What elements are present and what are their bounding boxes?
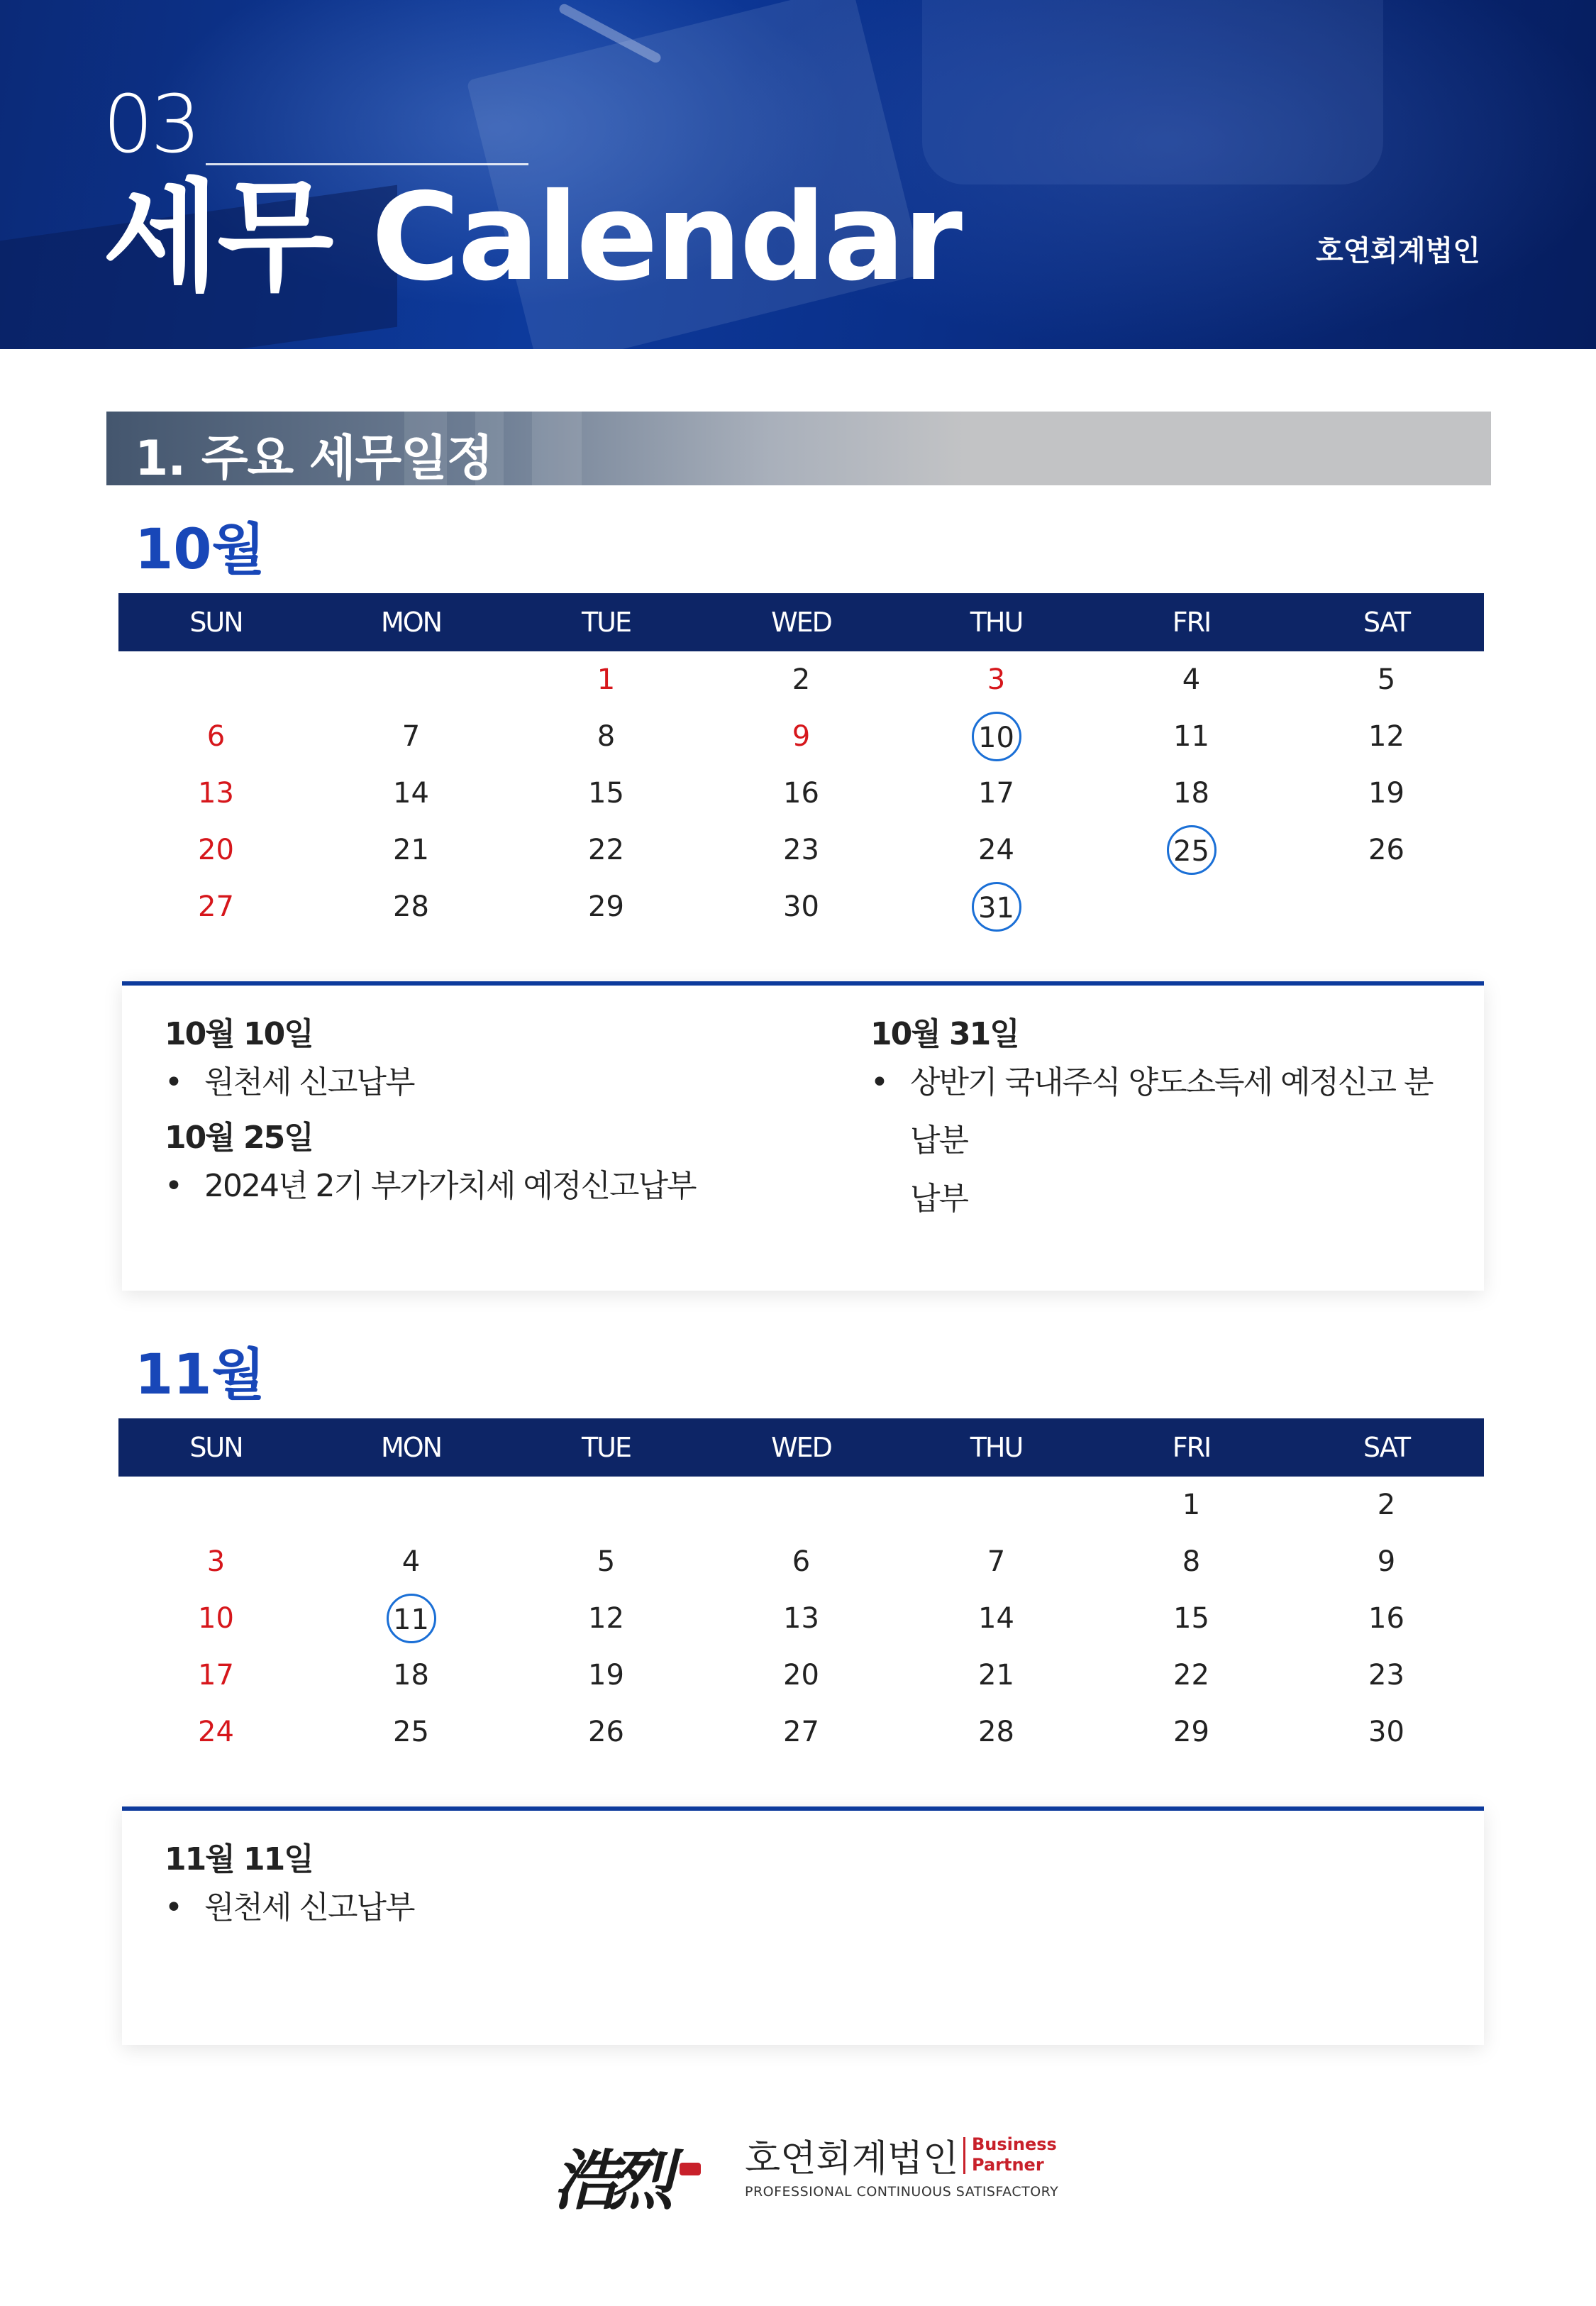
note-date: 10월 31일: [870, 1016, 1019, 1052]
calendar-day: 12: [588, 1602, 624, 1635]
calendar-day: 21: [393, 834, 429, 866]
calligraphy-logo: 浩烈: [553, 2142, 665, 2219]
header-bg-shape: [922, 0, 1383, 184]
calendar-day: 11: [1173, 720, 1209, 753]
calendar-day-marked: [899, 708, 1094, 765]
calendar-day: 17: [978, 777, 1014, 810]
footer-tagline: PROFESSIONAL CONTINUOUS SATISFACTORY: [745, 2184, 1059, 2200]
page-title: 세무 Calendar: [103, 167, 960, 308]
note-date: 10월 25일: [165, 1120, 313, 1156]
calendar-week-october-2: [118, 708, 1484, 765]
calendar-day-holiday: 1: [597, 663, 616, 696]
marked-day-number: 11: [387, 1594, 436, 1643]
calendar-day: 23: [783, 834, 819, 866]
note-item-text: 원천세 신고납부: [204, 1890, 414, 1926]
bullet-icon: •: [165, 1168, 182, 1204]
notes-october-left: [165, 1008, 803, 1215]
calendar-day: 7: [401, 720, 421, 753]
badge-line2: Partner: [972, 2155, 1044, 2175]
weekday-header-november: [118, 1418, 1484, 1477]
calendar-day: 21: [978, 1659, 1014, 1692]
weekday-tue: TUE: [581, 1432, 631, 1463]
calendar-day-marked: [1094, 822, 1289, 878]
seal-stamp-icon: [680, 2163, 701, 2175]
note-item: [165, 1054, 803, 1112]
calendar-day: 18: [393, 1659, 429, 1692]
calendar-day-holiday: 9: [792, 720, 811, 753]
note-date: 10월 10일: [165, 1016, 313, 1052]
business-partner-badge: [972, 2134, 1057, 2175]
calendar-day: 2: [1377, 1489, 1396, 1521]
calendar-day: [314, 651, 509, 708]
calendar-day: 14: [393, 777, 429, 810]
calendar-day: 25: [393, 1716, 429, 1748]
calendar-week-november-1: [118, 1477, 1484, 1533]
calendar-day: [509, 1477, 704, 1533]
weekday-sun: SUN: [189, 607, 243, 638]
weekday-thu: THU: [970, 1432, 1023, 1463]
calendar-day: 29: [588, 890, 624, 923]
calendar-day: 22: [588, 834, 624, 866]
calendar-day: 7: [987, 1545, 1006, 1578]
calendar-day: 3: [206, 1545, 226, 1578]
calendar-day: 23: [1368, 1659, 1404, 1692]
calendar-week-november-5: [118, 1704, 1484, 1760]
weekday-header-october: [118, 593, 1484, 651]
header-firm-name: 호연회계법인: [1316, 235, 1480, 267]
calendar-day: 13: [783, 1602, 819, 1635]
bullet-icon: •: [165, 1890, 182, 1926]
weekday-sat: SAT: [1363, 1432, 1410, 1463]
notes-november: [122, 1806, 1484, 2045]
calendar-week-october-3: [118, 765, 1484, 822]
chapter-divider: [206, 163, 528, 165]
calendar-day: 12: [1368, 720, 1404, 753]
calendar-day: 15: [588, 777, 624, 810]
calendar-day: 29: [1173, 1716, 1209, 1748]
note-item-text: 상반기 국내주식 양도소득세 예정신고 분납분: [910, 1064, 1433, 1159]
badge-line1: Business: [972, 2134, 1057, 2154]
bullet-icon: •: [165, 1064, 182, 1100]
calendar-day: [704, 1477, 899, 1533]
calendar-day: 24: [198, 1716, 234, 1748]
calendar-day: 28: [978, 1716, 1014, 1748]
calendar-day-marked: [899, 878, 1094, 935]
section-bar-decoration: [532, 412, 582, 485]
marked-day-number: 25: [1167, 825, 1217, 875]
note-item: [165, 1879, 803, 1937]
calendar-week-october-5: [118, 878, 1484, 935]
calendar-day: 6: [206, 720, 226, 753]
note-item-text: 원천세 신고납부: [204, 1064, 414, 1100]
calendar-day: [899, 1477, 1094, 1533]
footer-firm-name: 호연회계법인: [745, 2138, 959, 2180]
marked-day-number: 31: [972, 882, 1021, 932]
footer-divider: [963, 2137, 965, 2174]
page-header: [0, 0, 1596, 349]
notes-november-left: [165, 1833, 803, 1937]
weekday-wed: WED: [771, 607, 831, 638]
note-item-text-continued: 납부: [910, 1181, 968, 1217]
calendar-day: 5: [1377, 663, 1396, 696]
calendar-day: 18: [1173, 777, 1209, 810]
calendar-day: 9: [1377, 1545, 1396, 1578]
calendar-week-november-3: [118, 1590, 1484, 1647]
calendar-day: [1094, 878, 1289, 935]
month-title-november: 11월: [135, 1343, 265, 1407]
calendar-day: 4: [401, 1545, 421, 1578]
calendar-day: 22: [1173, 1659, 1209, 1692]
calendar-day: 10: [198, 1602, 234, 1635]
calendar-week-october-1: [118, 651, 1484, 708]
weekday-wed: WED: [771, 1432, 831, 1463]
calendar-day: 19: [588, 1659, 624, 1692]
calendar-day: 16: [1368, 1602, 1404, 1635]
calendar-day: 20: [783, 1659, 819, 1692]
weekday-mon: MON: [380, 1432, 442, 1463]
weekday-thu: THU: [970, 607, 1023, 638]
calendar-day-marked: [314, 1590, 509, 1647]
section-bar: [106, 412, 1491, 485]
calendar-day: 6: [792, 1545, 811, 1578]
calendar-day: 16: [783, 777, 819, 810]
calendar-day: 24: [978, 834, 1014, 866]
calendar-day: 5: [597, 1545, 616, 1578]
notes-october: [122, 981, 1484, 1291]
calendar-day: 26: [588, 1716, 624, 1748]
calendar-day: 17: [198, 1659, 234, 1692]
calendar-day: [1289, 878, 1484, 935]
bullet-icon: •: [870, 1064, 887, 1100]
note-item-text: 2024년 2기 부가가치세 예정신고납부: [204, 1168, 696, 1204]
weekday-sun: SUN: [189, 1432, 243, 1463]
note-date: 11월 11일: [165, 1841, 313, 1877]
calendar-day: 27: [198, 890, 234, 923]
calendar-day: 30: [1368, 1716, 1404, 1748]
calendar-week-november-2: [118, 1533, 1484, 1590]
calendar-day-holiday: 3: [987, 663, 1006, 696]
month-title-october: 10월: [135, 518, 265, 582]
calendar-day: 27: [783, 1716, 819, 1748]
weekday-fri: FRI: [1172, 1432, 1211, 1463]
marked-day-number: 10: [972, 712, 1021, 761]
calendar-day: 14: [978, 1602, 1014, 1635]
calendar-day: 4: [1182, 663, 1201, 696]
calendar-day: 26: [1368, 834, 1404, 866]
calendar-week-october-4: [118, 822, 1484, 878]
calendar-day: [314, 1477, 509, 1533]
chapter-number: 03: [103, 79, 199, 171]
weekday-sat: SAT: [1363, 607, 1410, 638]
weekday-mon: MON: [380, 607, 442, 638]
calendar-day: 1: [1182, 1489, 1201, 1521]
calendar-day: 2: [792, 663, 811, 696]
calendar-day: 15: [1173, 1602, 1209, 1635]
footer-logo: [553, 2122, 1059, 2221]
calendar-day: 20: [198, 834, 234, 866]
calendar-day: [118, 651, 314, 708]
note-item: [165, 1157, 803, 1215]
calendar-week-november-4: [118, 1647, 1484, 1704]
weekday-tue: TUE: [581, 607, 631, 638]
calendar-day: 30: [783, 890, 819, 923]
calendar-day: 13: [198, 777, 234, 810]
calendar-day: 8: [1182, 1545, 1201, 1578]
calendar-day: 8: [597, 720, 616, 753]
calendar-day: 28: [393, 890, 429, 923]
section-title: 1. 주요 세무일정: [135, 431, 493, 485]
calendar-day: 19: [1368, 777, 1404, 810]
notes-october-right: [870, 1008, 1452, 1228]
note-item: [870, 1054, 1452, 1228]
calendar-day: [118, 1477, 314, 1533]
weekday-fri: FRI: [1172, 607, 1211, 638]
